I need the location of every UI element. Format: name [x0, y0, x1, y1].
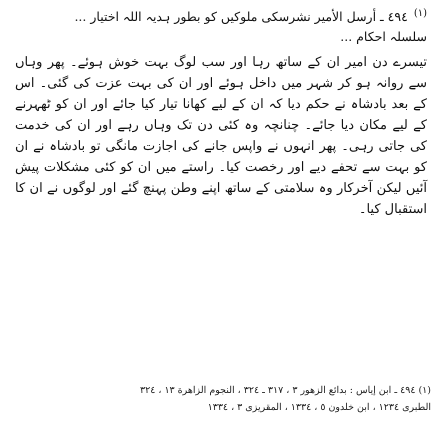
heading-line-2: سلسلہ احکام ... [340, 29, 427, 45]
footnote [6, 382, 431, 416]
footnote-reference-number: (١) [413, 8, 427, 19]
footnote-line-2: الطبری ١٢٣٤ ، ابن خلدون ٥ ، ١٣٣٤ ، المقریزی ٣ ، ١٣٣٤ [207, 402, 431, 413]
footnote-line-1: (١) ٤٩٤ ـ ابن إیاس : بدائع الزهور ٣ ، ٣١٧ ـ ٣٢٤ ، النجوم الزاهرة ١٣ ، ٣٢٤ [140, 385, 431, 396]
heading-line-1-text: ٤٩٤ ـ أرسل الأمير نشرسكی ملوکیں کو بطور ہدیہ اللہ اختیار ... [74, 9, 408, 25]
page-heading [7, 4, 427, 47]
body-paragraph: تیسرے دن امیر ان کے ساتھ رہا اور سب لوگ بہت خوش ہوئے۔ پھر وہاں سے روانہ ہو کر شہر میں داخل ہوئے اور ان کی بہت عزت کی گئی۔ اس کے بعد بادشاہ نے حکم دیا کہ ان کے لیے کھانا تیار کیا جائے اور ان کو ٹھہرنے کے لیے مکان دیا جائے۔ چنانچہ وہ کئی دن تک وہاں رہے اور ان کی خدمت کی جاتی رہی۔ پھر انہوں نے واپس جانے کی اجازت مانگی تو بادشاہ نے ان کو بہت سے تحفے دیے اور رخصت کیا۔ راستے میں ان کو کئی مشکلات پیش آئیں لیکن آخرکار وہ سلامتی کے ساتھ اپنے وطن پہنچ گئے اور لوگوں نے ان کا استقبال کیا۔ [15, 55, 427, 217]
heading-line-1 [7, 4, 427, 27]
